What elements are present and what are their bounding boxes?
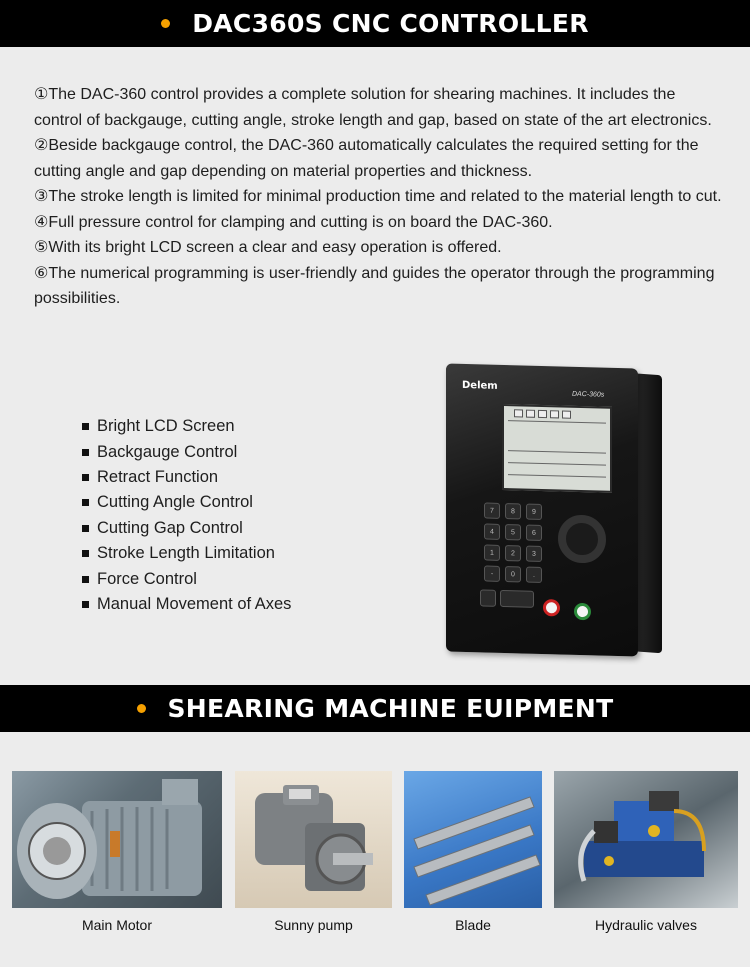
feature-label: Stroke Length Limitation	[97, 544, 275, 563]
feature-item	[82, 566, 291, 591]
lcd-tab-icon	[562, 411, 571, 419]
feature-item	[82, 516, 291, 541]
feature-item	[82, 465, 291, 490]
controller-model-label: DAC-360s	[572, 390, 605, 399]
feature-label: Cutting Angle Control	[97, 493, 253, 512]
keypad-key: 0	[505, 566, 521, 582]
equipment-card-blade	[404, 771, 542, 933]
feature-item	[82, 414, 291, 439]
keypad-key: 7	[484, 502, 500, 518]
valves-illustration	[554, 771, 738, 908]
keypad-key: 5	[505, 524, 521, 540]
description-paragraph: ⑥The numerical programming is user-friendly and guides the operator through the programming possibilities.	[34, 264, 715, 307]
equipment-card-hydraulic-valves	[554, 771, 738, 933]
controller-front-panel	[446, 363, 638, 656]
feature-item	[82, 439, 291, 464]
keypad-key: 3	[526, 546, 542, 562]
main-motor-caption: Main Motor	[81, 917, 153, 933]
description-paragraph: ③The stroke length is limited for minimal production time and related to the material length to cut.	[34, 188, 722, 205]
main-motor-photo	[12, 771, 222, 908]
controller-section-title: DAC360S CNC CONTROLLER	[192, 9, 589, 38]
feature-item	[82, 490, 291, 515]
lcd-divider	[508, 450, 606, 454]
blade-photo	[404, 771, 542, 908]
description-paragraph: ①The DAC-360 control provides a complete solution for shearing machines. It includes the control of backgauge, cutting angle, stroke length and gap, based on state of the art electronics.	[34, 86, 712, 129]
hydraulic-valves-photo	[554, 771, 738, 908]
blade-caption: Blade	[455, 917, 491, 933]
sunny-pump-photo	[235, 771, 392, 908]
lcd-screen	[502, 404, 612, 493]
keypad-key: -	[484, 565, 500, 581]
square-bullet-icon	[82, 601, 89, 608]
lcd-tab-icon	[550, 410, 559, 418]
pump-illustration	[235, 771, 392, 908]
feature-label: Retract Function	[97, 467, 219, 486]
feature-item	[82, 541, 291, 566]
square-bullet-icon	[82, 423, 89, 430]
equipment-card-sunny-pump	[235, 771, 392, 933]
square-bullet-icon	[82, 499, 89, 506]
lcd-tab-icon	[514, 409, 523, 417]
start-button-icon	[574, 603, 591, 620]
equipment-section-banner	[0, 685, 750, 732]
stop-button-icon	[543, 599, 560, 616]
equipment-section-title: SHEARING MACHINE EUIPMENT	[167, 694, 614, 723]
controller-description	[34, 82, 724, 312]
motor-illustration	[12, 771, 222, 908]
feature-label: Manual Movement of Axes	[97, 594, 292, 613]
equipment-card-main-motor	[12, 771, 222, 933]
lcd-divider	[508, 420, 606, 424]
numeric-keypad	[484, 502, 542, 583]
keypad-key: 1	[484, 544, 500, 560]
back-key	[480, 589, 496, 606]
navigation-dpad	[558, 514, 606, 563]
dac360-controller-photo	[446, 366, 662, 656]
description-paragraph: ⑤With its bright LCD screen a clear and easy operation is offered.	[34, 239, 502, 256]
lcd-tab-icons	[514, 409, 571, 418]
square-bullet-icon	[82, 576, 89, 583]
keypad-key: .	[526, 567, 542, 583]
lcd-divider	[508, 462, 606, 466]
feature-item	[82, 592, 291, 617]
keypad-key: 2	[505, 545, 521, 561]
lcd-tab-icon	[538, 410, 547, 418]
description-paragraph: ②Beside backgauge control, the DAC-360 automatically calculates the required setting for the cutting angle and gap depending on material properties and thickness.	[34, 137, 699, 180]
keypad-key: 6	[526, 525, 542, 541]
lcd-divider	[508, 474, 606, 478]
orange-bullet-icon	[161, 19, 170, 28]
keypad-key: 4	[484, 523, 500, 539]
delem-logo: Delem	[462, 379, 498, 392]
feature-label: Bright LCD Screen	[97, 417, 235, 436]
lcd-tab-icon	[526, 410, 535, 418]
keypad-key: 9	[526, 504, 542, 520]
feature-label: Force Control	[97, 569, 197, 588]
square-bullet-icon	[82, 474, 89, 481]
controller-section-banner	[0, 0, 750, 47]
feature-label: Backgauge Control	[97, 442, 238, 461]
square-bullet-icon	[82, 550, 89, 557]
keypad-key: 8	[505, 503, 521, 519]
square-bullet-icon	[82, 525, 89, 532]
feature-label: Cutting Gap Control	[97, 518, 243, 537]
feature-list	[82, 414, 291, 617]
sunny-pump-caption: Sunny pump	[274, 917, 353, 933]
description-paragraph: ④Full pressure control for clamping and cutting is on board the DAC-360.	[34, 213, 553, 231]
blade-illustration	[404, 771, 542, 908]
hydraulic-valves-caption: Hydraulic valves	[595, 917, 697, 933]
square-bullet-icon	[82, 449, 89, 456]
enter-key	[500, 590, 534, 608]
orange-bullet-icon	[137, 704, 146, 713]
